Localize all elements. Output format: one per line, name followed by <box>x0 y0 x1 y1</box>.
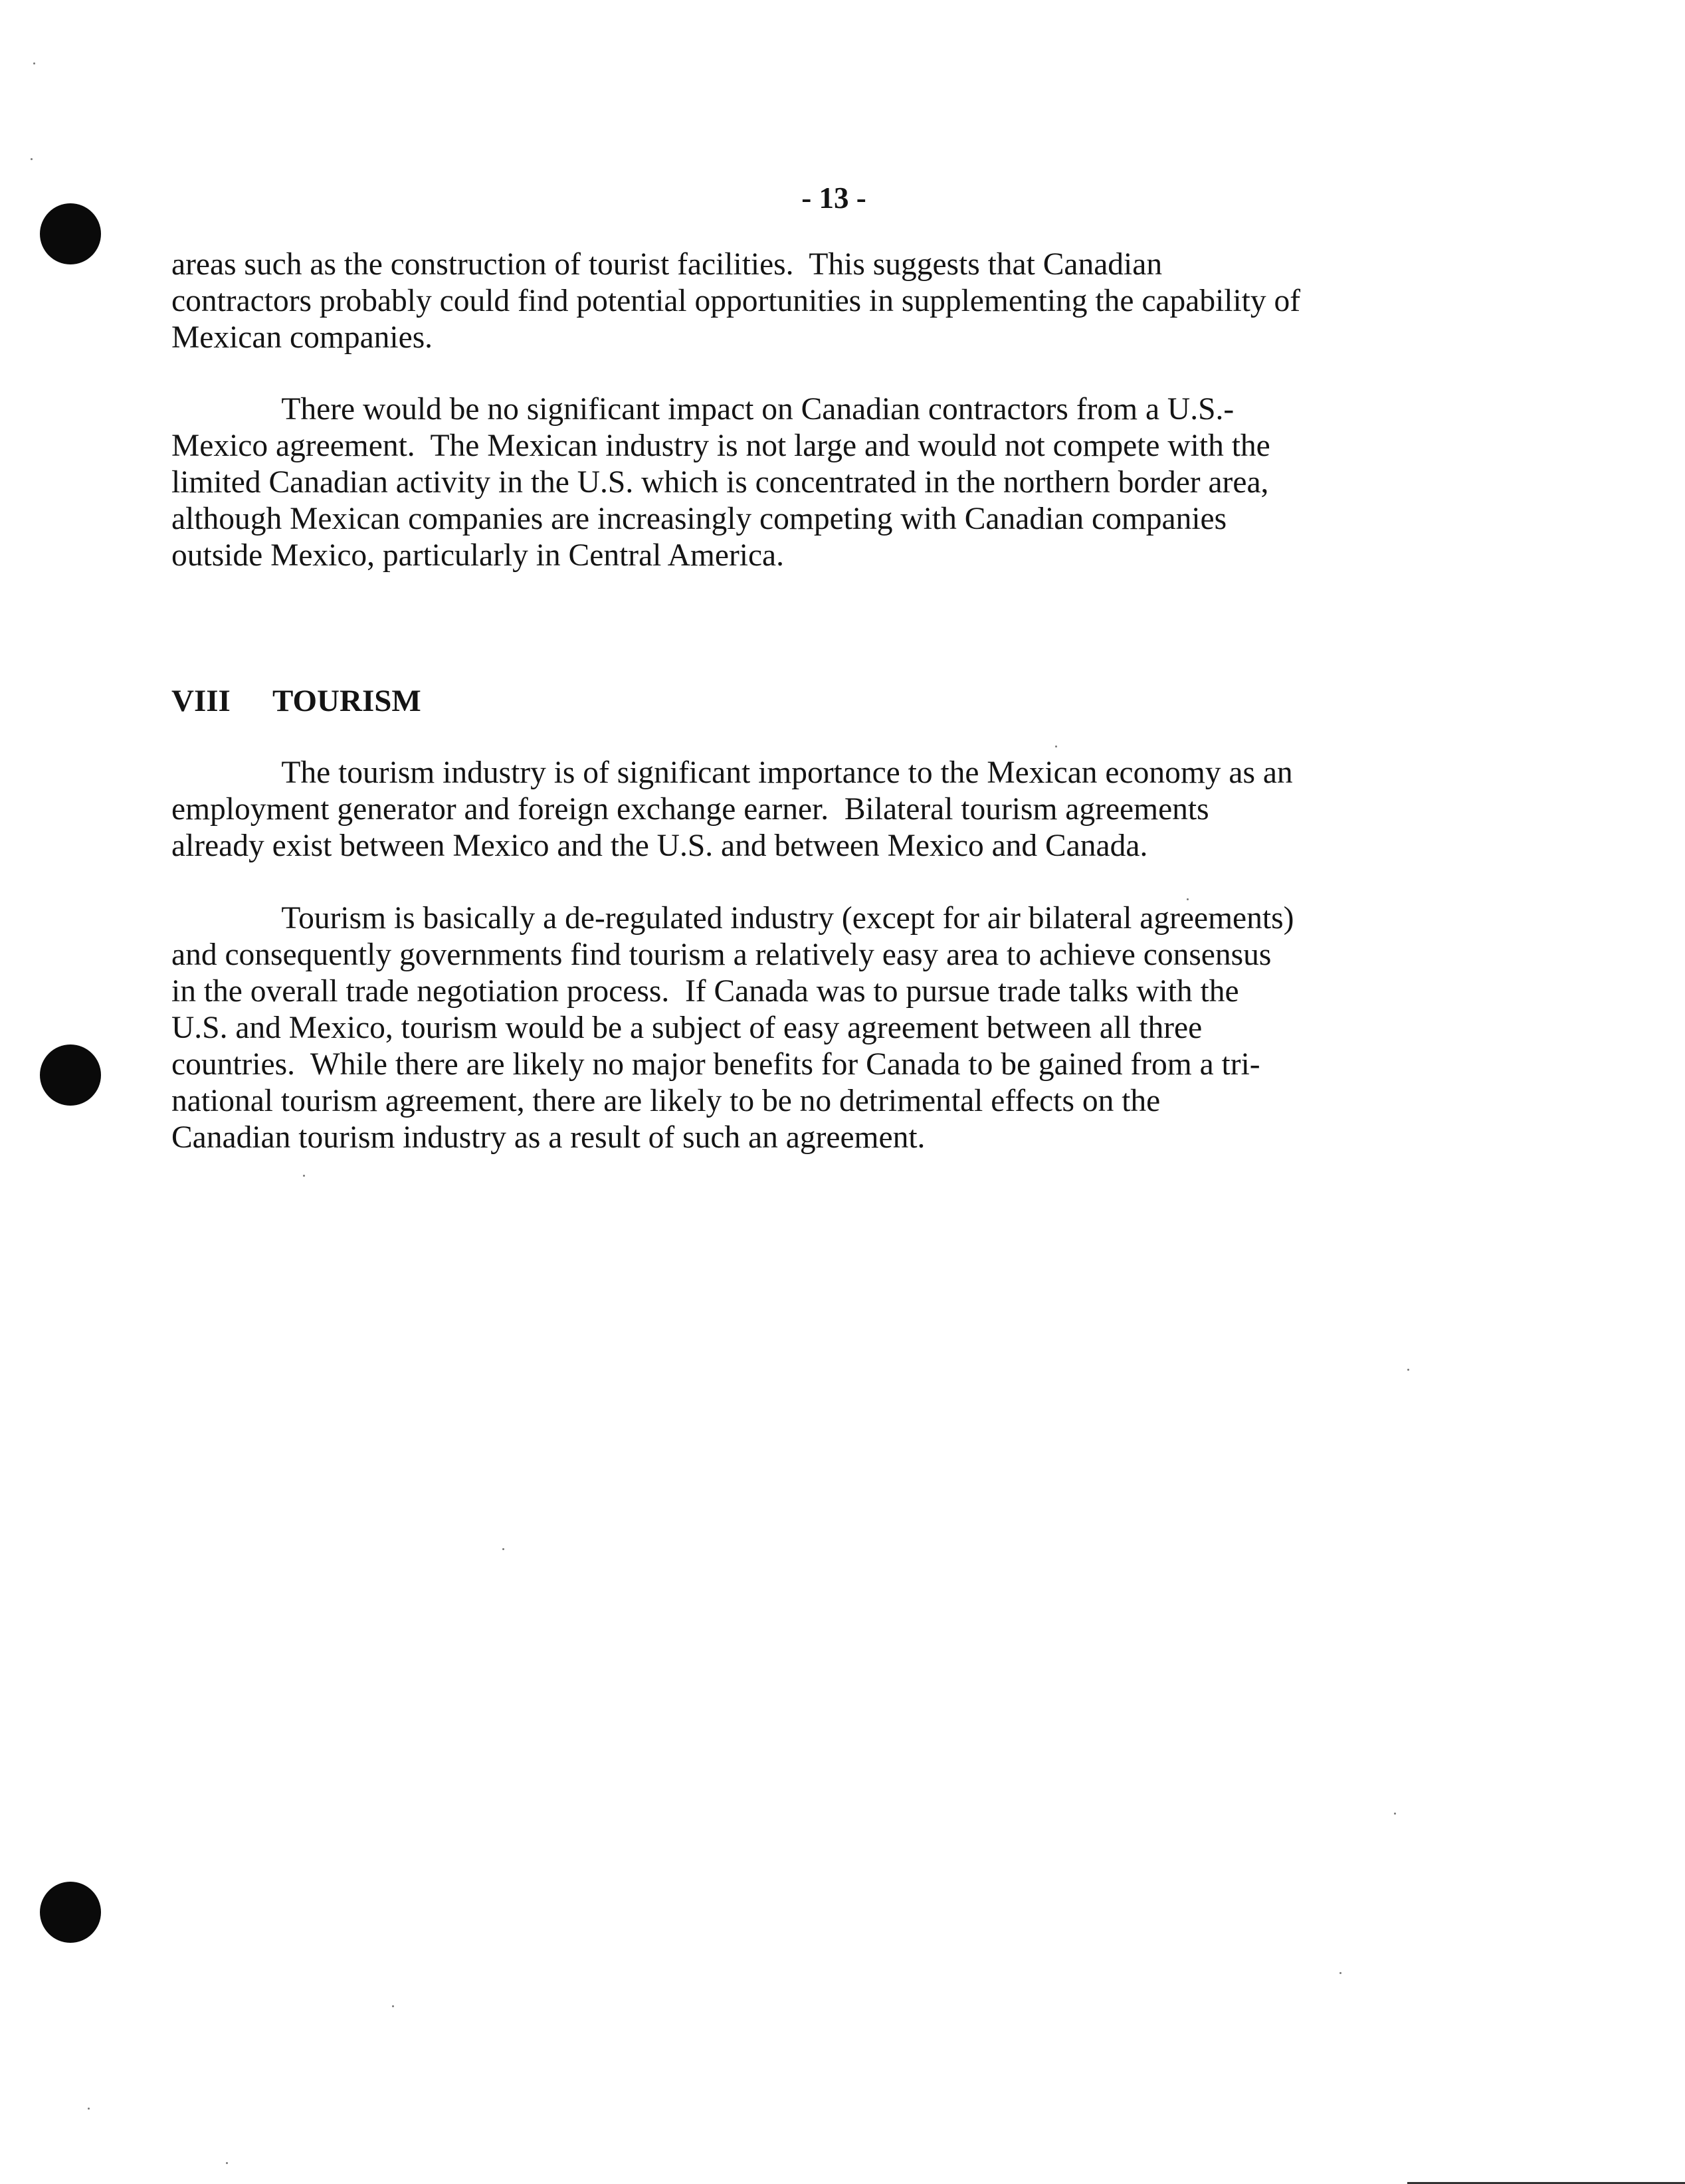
text-line: contractors probably could find potential opportunities in supplementing the capability of <box>171 284 1301 318</box>
page-number: - 13 - <box>801 181 866 215</box>
paragraph-contractors-impact <box>171 391 1270 574</box>
text-line: already exist between Mexico and the U.S. and between Mexico and Canada. <box>171 829 1148 863</box>
scan-speck <box>88 2108 90 2110</box>
scan-speck <box>1055 745 1057 747</box>
punch-hole-bottom <box>40 1882 101 1943</box>
text-line: The tourism industry is of significant importance to the Mexican economy as an <box>171 755 1293 790</box>
text-line: outside Mexico, particularly in Central America. <box>171 538 785 573</box>
section-heading <box>171 682 421 720</box>
text-line: limited Canadian activity in the U.S. which is concentrated in the northern border area, <box>171 465 1269 500</box>
text-line: although Mexican companies are increasingly competing with Canadian companies <box>171 502 1227 536</box>
text-line: in the overall trade negotiation process. If Canada was to pursue trade talks with the <box>171 974 1239 1009</box>
paragraph-contractors-continued <box>171 247 1300 356</box>
text-line: countries. While there are likely no major benefits for Canada to be gained from a tri- <box>171 1047 1260 1082</box>
text-line: employment generator and foreign exchange earner. Bilateral tourism agreements <box>171 792 1209 827</box>
section-number: VIII <box>171 684 231 718</box>
punch-hole-middle <box>40 1044 101 1106</box>
text-line: Mexican companies. <box>171 320 433 355</box>
scan-speck <box>303 1175 305 1177</box>
scan-speck <box>502 1548 504 1550</box>
text-line: national tourism agreement, there are likely to be no detrimental effects on the <box>171 1084 1161 1118</box>
paragraph-tourism-importance <box>171 755 1293 864</box>
text-line: areas such as the construction of tourist facilities. This suggests that Canadian <box>171 247 1163 282</box>
punch-hole-top <box>40 203 101 264</box>
text-line: Tourism is basically a de-regulated industry (except for air bilateral agreements) <box>171 901 1294 936</box>
scan-speck <box>1394 1813 1396 1815</box>
text-line: U.S. and Mexico, tourism would be a subject of easy agreement between all three <box>171 1011 1203 1045</box>
scan-speck <box>31 158 33 160</box>
paragraph-tourism-deregulated <box>171 900 1294 1156</box>
scan-speck <box>226 2162 228 2164</box>
text-line: and consequently governments find tourism a relatively easy area to achieve consensus <box>171 938 1272 972</box>
section-title: TOURISM <box>272 684 421 718</box>
scan-speck <box>33 62 35 64</box>
text-line: Mexico agreement. The Mexican industry is not large and would not compete with the <box>171 429 1270 463</box>
scan-speck <box>392 2005 394 2007</box>
text-line: Canadian tourism industry as a result of such an agreement. <box>171 1120 926 1155</box>
scan-speck <box>1339 1972 1341 1974</box>
scan-speck <box>1407 1369 1409 1371</box>
text-line: There would be no significant impact on Canadian contractors from a U.S.- <box>171 392 1235 427</box>
